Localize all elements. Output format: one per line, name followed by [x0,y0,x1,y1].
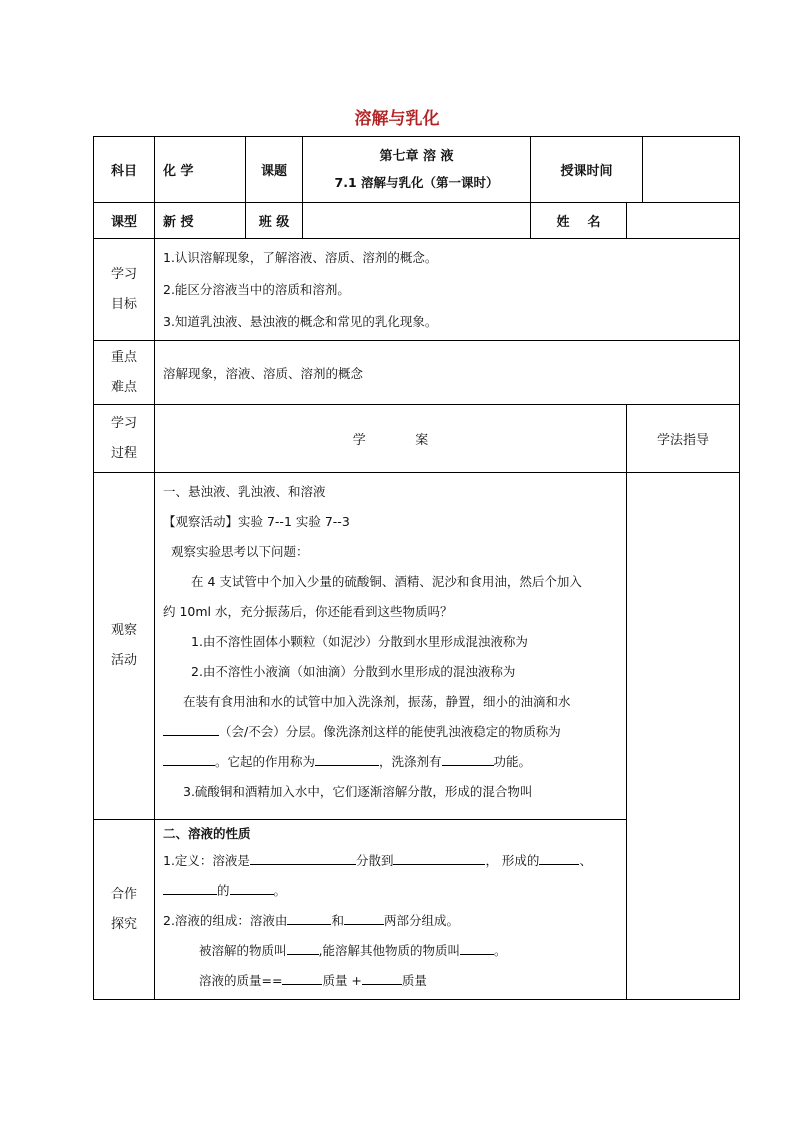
topic-section: 7.1 溶解与乳化（第一课时） [334,174,499,190]
observe-row [94,473,740,820]
observe-text: 在装有食用油和水的试管中加入洗涤剂，振荡，静置，细小的油滴和水 [183,694,571,709]
type-value: 新 授 [155,203,246,239]
objectives-row [94,239,740,341]
plan-heading: 学 案 [155,405,627,473]
answer-blank[interactable] [442,751,494,766]
answer-blank[interactable] [163,751,215,766]
explore-heading: 二、溶液的性质 [163,826,251,841]
lesson-plan-table [93,136,740,1000]
class-value [303,203,531,239]
definition-line: 的 。 [163,876,618,906]
composition-line: 2.溶液的组成：溶液由 和 两部分组成。 [163,906,618,936]
answer-blank[interactable] [287,910,331,925]
observe-label: 观察 活动 [94,473,155,820]
subject-label: 科目 [94,137,155,203]
answer-blank[interactable] [163,880,217,895]
observe-question: 。它起的作用称为 ，洗涤剂有 功能。 [163,747,618,777]
observe-question: 2.由不溶性小液滴（如油滴）分散到水里形成的混浊液称为 [191,664,516,679]
mass-line: 溶液的质量== 质量 + 质量 [163,966,618,996]
observe-text: 约 10ml 水，充分振荡后，你还能看到这些物质吗？ [163,604,453,619]
objective-item: 1.认识溶解现象，了解溶液、溶质、溶剂的概念。 [163,249,438,265]
time-value [643,137,740,203]
answer-blank[interactable] [460,940,494,955]
topic-label: 课题 [246,137,303,203]
answer-blank[interactable] [230,880,274,895]
guide-column [627,473,740,1000]
observe-experiments: 【观察活动】实验 7--1 实验 7--3 [163,514,350,529]
answer-blank[interactable] [282,970,322,985]
explore-content [155,820,627,1000]
key-points-text: 溶解现象，溶液、溶质、溶剂的概念 [155,341,740,405]
observe-text: 在 4 支试管中个加入少量的硫酸铜、酒精、泥沙和食用油，然后个加入 [191,574,582,589]
name-value [627,203,740,239]
definition-line: 1.定义：溶液是 分散到 ， 形成的 、 [163,846,618,876]
answer-blank[interactable] [539,850,579,865]
observe-heading: 一、悬浊液、乳浊液、和溶液 [163,484,326,499]
type-label: 课型 [94,203,155,239]
answer-blank[interactable] [344,910,384,925]
objective-item: 3.知道乳浊液、悬浊液的概念和常见的乳化现象。 [163,313,438,329]
answer-blank[interactable] [287,940,319,955]
answer-blank[interactable] [393,850,485,865]
explore-label: 合作 探究 [94,820,155,1000]
objectives-content [155,239,740,341]
solute-line: 被溶解的物质叫 ,能溶解其他物质的物质叫 。 [163,936,618,966]
process-row [94,405,740,473]
observe-question: （会/不会）分层。像洗涤剂这样的能使乳浊液稳定的物质称为 [163,717,618,747]
answer-blank[interactable] [315,751,379,766]
answer-blank[interactable] [362,970,402,985]
key-points-row [94,341,740,405]
observe-prompt: 观察实验思考以下问题： [171,544,309,559]
header-row-2 [94,203,740,239]
topic-value [303,137,531,203]
header-row-1 [94,137,740,203]
page-title: 溶解与乳化 [354,109,440,129]
observe-question: 3.硫酸铜和酒精加入水中，它们逐渐溶解分散，形成的混合物叫 [183,784,533,799]
key-points-label: 重点 难点 [94,341,155,405]
answer-blank[interactable] [163,721,219,736]
observe-question: 1.由不溶性固体小颗粒（如泥沙）分散到水里形成混浊液称为 [191,634,528,649]
answer-blank[interactable] [250,850,356,865]
subject-value: 化 学 [155,137,246,203]
topic-chapter: 第七章 溶 液 [379,148,454,164]
class-label: 班 级 [246,203,303,239]
name-label: 姓 名 [531,203,627,239]
process-label: 学习 过程 [94,405,155,473]
observe-content [155,473,627,820]
time-label: 授课时间 [531,137,643,203]
guide-heading: 学法指导 [627,405,740,473]
objectives-label: 学习 目标 [94,239,155,341]
objective-item: 2.能区分溶液当中的溶质和溶剂。 [163,281,350,297]
